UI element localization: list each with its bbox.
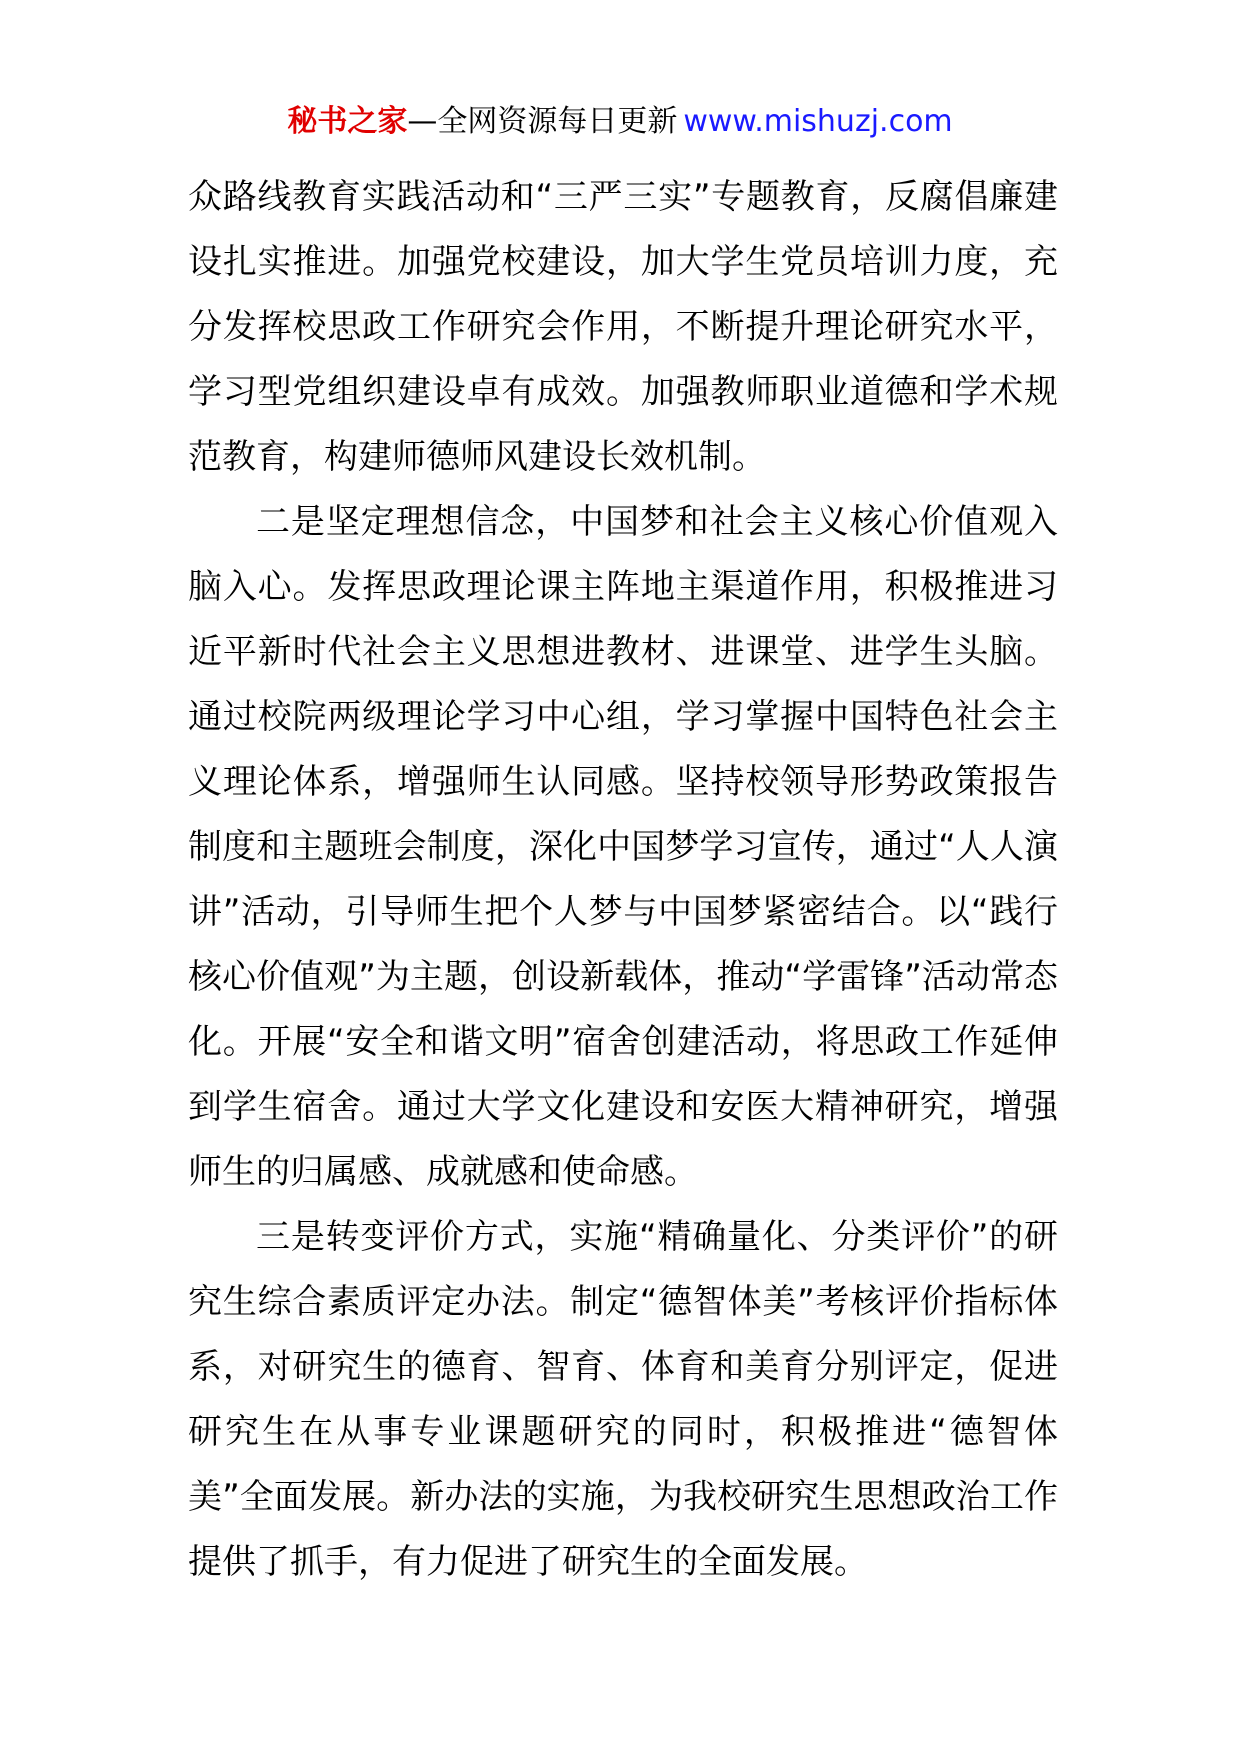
paragraph-ideals: 二是坚定理想信念，中国梦和社会主义核心价值观入脑入心。发挥思政理论课主阵地主渠道作用，积极推进习近平新时代社会主义思想进教材、进课堂、进学生头脑。通过校院两级理论学习中心组，学习掌握中国特色社会主义理论体系，增强师生认同感。坚持校领导形势政策报告制度和主题班会制度，深化中国梦学习宣传，通过“人人演讲”活动，引导师生把个人梦与中国梦紧密结合。以“践行核心价值观”为主题，创设新载体，推动“学雷锋”活动常态化。开展“安全和谐文明”宿舍创建活动，将思政工作延伸到学生宿舍。通过大学文化建设和安医大精神研究，增强师生的归属感、成就感和使命感。: [188, 502, 1058, 1192]
header-tagline: —全网资源每日更新: [407, 104, 678, 139]
document-body: [188, 165, 1058, 1595]
page-header: [0, 102, 1240, 142]
paragraph-continuation: 众路线教育实践活动和“三严三实”专题教育，反腐倡廉建设扎实推进。加强党校建设，加大学生党员培训力度，充分发挥校思政工作研究会作用，不断提升理论研究水平，学习型党组织建设卓有成效。加强教师职业道德和学术规范教育，构建师德师风建设长效机制。: [188, 177, 1058, 477]
header-url-link[interactable]: www.mishuzj.com: [683, 104, 953, 139]
brand-name: 秘书之家: [287, 104, 408, 139]
paragraph-evaluation: 三是转变评价方式，实施“精确量化、分类评价”的研究生综合素质评定办法。制定“德智体美”考核评价指标体系，对研究生的德育、智育、体育和美育分别评定，促进研究生在从事专业课题研究的同时，积极推进“德智体美”全面发展。新办法的实施，为我校研究生思想政治工作提供了抓手，有力促进了研究生的全面发展。: [188, 1217, 1058, 1582]
